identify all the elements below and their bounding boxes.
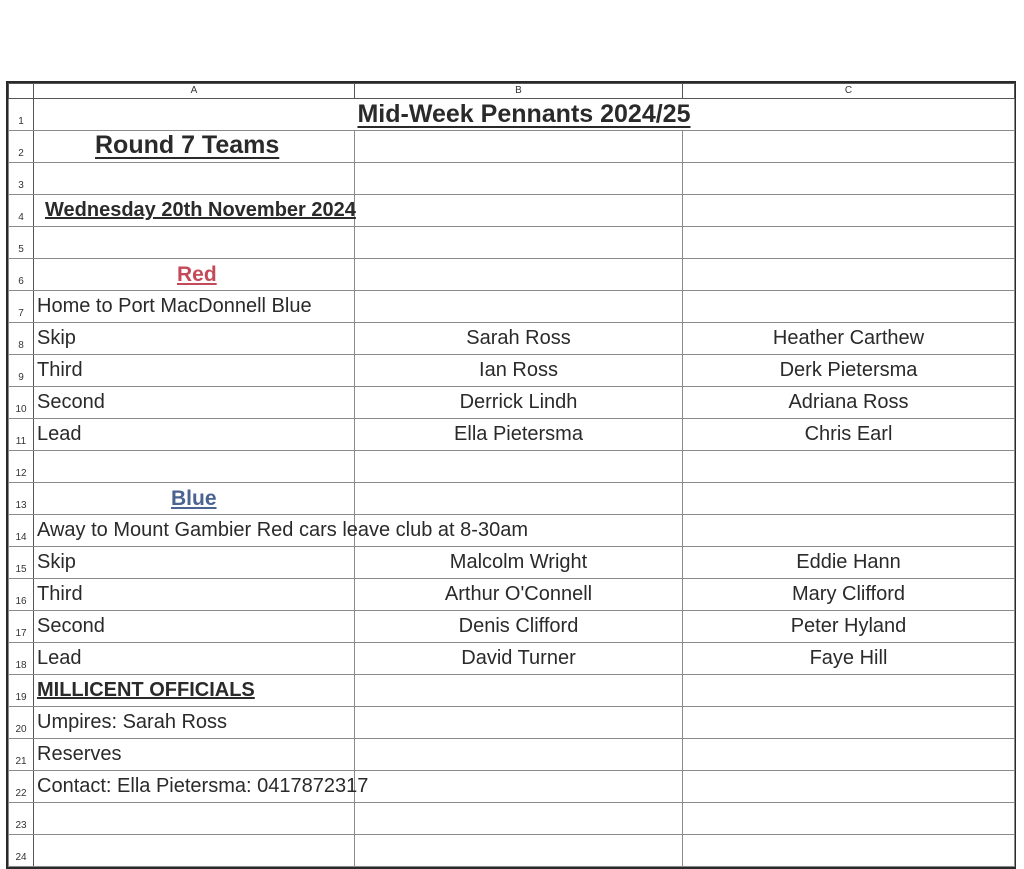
cell-a (34, 451, 355, 483)
cell-c (683, 515, 1015, 547)
row-number: 22 (9, 771, 34, 803)
row-number: 8 (9, 323, 34, 355)
cell-c (683, 163, 1015, 195)
row-number: 6 (9, 259, 34, 291)
row-number: 17 (9, 611, 34, 643)
row-number: 3 (9, 163, 34, 195)
cell-b (355, 835, 683, 867)
table-row (9, 387, 1015, 419)
table-row (9, 611, 1015, 643)
cell-b (355, 483, 683, 515)
page-title: Mid-Week Pennants 2024/25 (357, 100, 691, 128)
cell-b (355, 163, 683, 195)
row-number: 7 (9, 291, 34, 323)
row-number: 19 (9, 675, 34, 707)
table-row (9, 131, 1015, 163)
cell-b (355, 675, 683, 707)
cell-c (683, 771, 1015, 803)
cell-c (683, 835, 1015, 867)
blue-team-heading: Blue (171, 486, 217, 510)
table-row (9, 643, 1015, 675)
row-number: 18 (9, 643, 34, 675)
player-name: Heather Carthew (683, 323, 1015, 355)
cell-c (683, 131, 1015, 163)
row-number: 9 (9, 355, 34, 387)
cell-a (34, 227, 355, 259)
player-name: Derk Pietersma (683, 355, 1015, 387)
cell-c (683, 195, 1015, 227)
table-row (9, 547, 1015, 579)
cell-c (683, 739, 1015, 771)
title-cell (34, 99, 1015, 131)
cell-a (34, 163, 355, 195)
player-name: David Turner (355, 643, 683, 675)
cell-c (683, 451, 1015, 483)
player-name: Derrick Lindh (355, 387, 683, 419)
table-row (9, 835, 1015, 867)
position-label: Lead (34, 643, 355, 675)
umpires-text: Umpires: Sarah Ross (34, 707, 355, 739)
cell-b (355, 451, 683, 483)
player-name: Peter Hyland (683, 611, 1015, 643)
row-number: 10 (9, 387, 34, 419)
row-number: 15 (9, 547, 34, 579)
red-team-heading: Red (177, 262, 217, 286)
player-name: Chris Earl (683, 419, 1015, 451)
cell-b (355, 195, 683, 227)
spreadsheet (6, 81, 1016, 869)
row-number: 2 (9, 131, 34, 163)
cell-b (355, 707, 683, 739)
blue-fixture: Away to Mount Gambier Red cars leave club at 8-30am (34, 515, 355, 547)
player-name: Eddie Hann (683, 547, 1015, 579)
player-name: Mary Clifford (683, 579, 1015, 611)
table-row (9, 195, 1015, 227)
reserves-text: Reserves (34, 739, 355, 771)
column-header-a: A (34, 84, 355, 99)
column-header-b: B (355, 84, 683, 99)
cell-c (683, 291, 1015, 323)
cell-c (683, 675, 1015, 707)
table-row (9, 259, 1015, 291)
table-row (9, 803, 1015, 835)
table-row (9, 419, 1015, 451)
corner-cell (9, 84, 34, 99)
cell-c (683, 803, 1015, 835)
cell-c (683, 483, 1015, 515)
table-row (9, 99, 1015, 131)
column-header-c: C (683, 84, 1015, 99)
player-name: Adriana Ross (683, 387, 1015, 419)
position-label: Skip (34, 547, 355, 579)
player-name: Ian Ross (355, 355, 683, 387)
table-row (9, 355, 1015, 387)
position-label: Skip (34, 323, 355, 355)
row-number: 21 (9, 739, 34, 771)
row-number: 14 (9, 515, 34, 547)
column-header-row (9, 84, 1015, 99)
position-label: Lead (34, 419, 355, 451)
position-label: Third (34, 355, 355, 387)
table-row (9, 451, 1015, 483)
row-number: 11 (9, 419, 34, 451)
table-row (9, 483, 1015, 515)
table-row (9, 291, 1015, 323)
row-number: 13 (9, 483, 34, 515)
row-number: 20 (9, 707, 34, 739)
cell-c (683, 227, 1015, 259)
cell-b (355, 803, 683, 835)
table-row (9, 675, 1015, 707)
cell-a (34, 835, 355, 867)
cell-a (34, 803, 355, 835)
row-number: 12 (9, 451, 34, 483)
cell-b (355, 259, 683, 291)
cell-a (34, 259, 355, 291)
row-number: 16 (9, 579, 34, 611)
table-row (9, 579, 1015, 611)
cell-b (355, 739, 683, 771)
row-number: 1 (9, 99, 34, 131)
cell-a (34, 195, 355, 227)
cell-b (355, 131, 683, 163)
cell-b (355, 227, 683, 259)
table-row (9, 771, 1015, 803)
red-fixture: Home to Port MacDonnell Blue (34, 291, 355, 323)
table-row (9, 707, 1015, 739)
position-label: Third (34, 579, 355, 611)
row-number: 24 (9, 835, 34, 867)
row-number: 23 (9, 803, 34, 835)
row-number: 5 (9, 227, 34, 259)
row-number: 4 (9, 195, 34, 227)
spreadsheet-table (8, 83, 1015, 867)
player-name: Denis Clifford (355, 611, 683, 643)
position-label: Second (34, 611, 355, 643)
player-name: Faye Hill (683, 643, 1015, 675)
player-name: Sarah Ross (355, 323, 683, 355)
player-name: Ella Pietersma (355, 419, 683, 451)
contact-text: Contact: Ella Pietersma: 0417872317 (34, 771, 355, 803)
position-label: Second (34, 387, 355, 419)
player-name: Arthur O'Connell (355, 579, 683, 611)
table-row (9, 163, 1015, 195)
table-row (9, 739, 1015, 771)
cell-b (355, 291, 683, 323)
cell-b (355, 771, 683, 803)
cell-a (34, 675, 355, 707)
table-row (9, 323, 1015, 355)
table-row (9, 227, 1015, 259)
round-heading: Round 7 Teams (95, 131, 280, 159)
cell-c (683, 707, 1015, 739)
cell-c (683, 259, 1015, 291)
player-name: Malcolm Wright (355, 547, 683, 579)
cell-a (34, 483, 355, 515)
match-date: Wednesday 20th November 2024 (45, 199, 356, 221)
officials-heading: MILLICENT OFFICIALS (37, 679, 255, 701)
cell-b (355, 515, 683, 547)
table-row (9, 515, 1015, 547)
cell-a (34, 131, 355, 163)
